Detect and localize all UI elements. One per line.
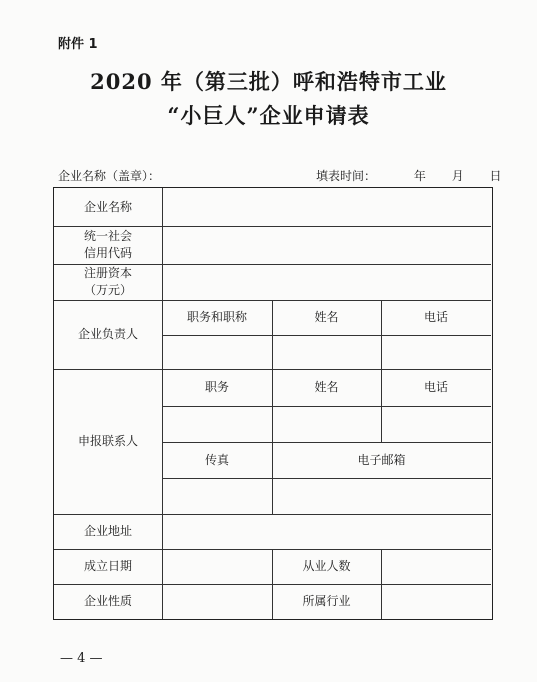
attachment-label: 附件 1 [58, 37, 98, 52]
form-title-line-1: 2020 年（第三批）呼和浩特市工业 [90, 69, 447, 94]
form-title-line-2: “小巨人”企业申请表 [167, 103, 370, 128]
employees-label: 从业人数 [302, 559, 351, 573]
application-form-table [53, 187, 493, 620]
col-divider [381, 549, 382, 619]
position-title-header: 职务和职称 [186, 310, 247, 324]
company-seal-label: 企业名称（盖章）： [58, 169, 161, 183]
fill-date-label: 填表时间： [316, 169, 377, 183]
company-nature-label: 企业性质 [83, 594, 132, 608]
phone-header: 电话 [423, 310, 448, 324]
responsible-person-label: 企业负责人 [77, 327, 138, 341]
contact-name-header: 姓名 [314, 380, 339, 394]
registered-capital-label-line-2: （万元） [83, 283, 132, 297]
email-header: 电子邮箱 [357, 452, 406, 467]
name-header: 姓名 [314, 310, 339, 324]
industry-label: 所属行业 [302, 594, 351, 608]
fax-header: 传真 [204, 452, 229, 467]
contact-phone-header: 电话 [423, 380, 448, 394]
contact-person-label: 申报联系人 [77, 434, 138, 448]
row-divider [162, 478, 491, 479]
address-label: 企业地址 [83, 524, 132, 538]
row-divider [162, 335, 491, 336]
page-number: — 4 — [60, 651, 103, 666]
fill-date-row [316, 167, 502, 184]
day-label: 日 [489, 169, 502, 183]
company-name-label: 企业名称 [83, 199, 132, 214]
registered-capital-label-line-1: 注册资本 [83, 266, 132, 280]
year-label: 年 [413, 169, 426, 183]
registered-capital-label [54, 264, 162, 300]
month-label: 月 [451, 169, 464, 183]
founded-date-label: 成立日期 [83, 559, 132, 573]
credit-code-label-line-1: 统一社会 [83, 229, 132, 243]
contact-position-header: 职务 [204, 380, 229, 394]
row-divider [162, 406, 491, 407]
credit-code-label [54, 226, 162, 264]
credit-code-label-line-2: 信用代码 [83, 246, 132, 260]
